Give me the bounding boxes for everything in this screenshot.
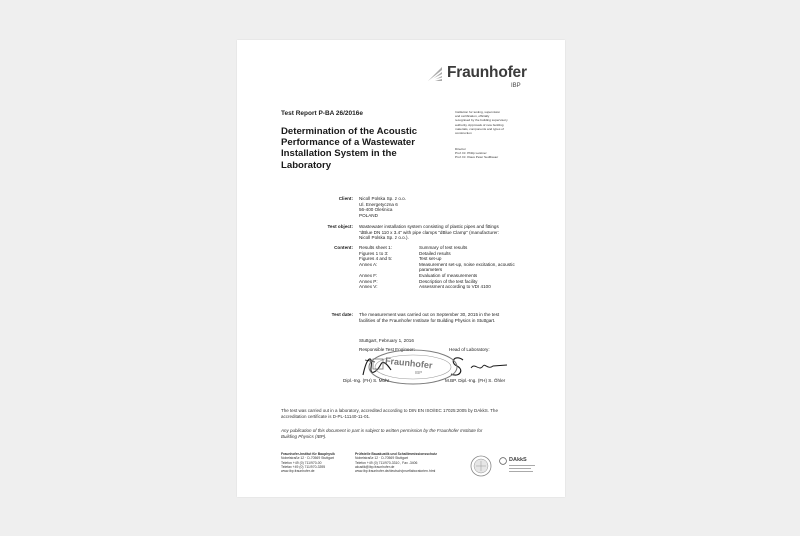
content-key: Figures 1 to 3: (359, 250, 389, 256)
place-date: Stuttgart, February 1, 2016 (359, 338, 414, 343)
institute-address (281, 452, 356, 473)
lab-head-role: Head of Laboratory: (449, 347, 490, 352)
test-date-label: Test date: (331, 312, 353, 317)
dakks-badge (499, 456, 535, 478)
test-date-text (359, 312, 554, 323)
dakks-emblem-icon (499, 457, 507, 465)
document-page (237, 40, 565, 497)
content-value: Detailed results (419, 250, 451, 256)
publication-line: Any publication of this document in part is subject to written permission by the Fraunhofer Institute for (281, 428, 483, 433)
director-name: Prof. Dr. Philip Leistner (455, 151, 487, 156)
test-object-label: Test object: (327, 224, 353, 229)
client-line: 56-400 Oleśnica (359, 207, 393, 213)
note-line: authority. Approvals of new building (455, 122, 504, 127)
accreditation-line: The test was carried out in a laboratory, accredited according to DIN EN ISO/IEC 17025:2005 by DAkkS. The (281, 408, 498, 413)
test-engineer-role: Responsible Test Engineer: (359, 347, 415, 352)
badge-text-line (509, 471, 533, 472)
document-title (281, 126, 461, 171)
content-value: Evaluation of measurements (419, 272, 478, 278)
address-line: Nobelstraße 12 · D-70569 Stuttgart (355, 456, 408, 461)
content-value: Description of the test facility (419, 278, 478, 284)
title-line: Laboratory (281, 159, 332, 171)
lab-head-name: M.BP. Dipl.-Ing. (FH) S. Öhler (445, 378, 506, 383)
content-key: Figures 4 and 5: (359, 256, 393, 262)
content-key: Annex F: (359, 272, 378, 278)
dakks-label: DAkkS (509, 457, 527, 463)
publication-note (281, 428, 551, 439)
accreditation-note (281, 408, 551, 419)
publication-line: Building Physics (IBP). (281, 433, 327, 439)
report-id: Test Report P-BA 26/2016e (281, 110, 364, 117)
address-line: Telefon +49 (0) 711/970-3310 , Fax -3406 (355, 460, 418, 465)
content-value: Test set-up (419, 256, 442, 262)
test-engineer-name: Dipl.-Ing. (FH) S. Mohr (343, 378, 390, 383)
client-address (359, 196, 539, 218)
stamp-sub: IBP (415, 370, 423, 375)
address-line: Nobelstraße 12 · D-70569 Stuttgart (281, 456, 334, 461)
institute-heading: Fraunhofer-Institut für Bauphysik (281, 452, 335, 456)
lab-address (355, 452, 465, 473)
note-line: Institution for testing, supervision (455, 110, 501, 114)
content-value: Measurement set-up, noise excitation, acoustic (419, 261, 515, 267)
fraunhofer-logo-icon (427, 66, 443, 82)
test-object-line: Nicoll Polska Sp. z o.o.). (359, 235, 409, 241)
address-line: Telefax +49 (0) 711/970-3395 (281, 464, 326, 469)
logo-unit: IBP (511, 83, 521, 89)
address-line: www.ibp.fraunhofer.de (281, 469, 315, 474)
certification-seal-icon (469, 454, 493, 478)
content-value: Summary of test results (419, 245, 468, 250)
test-object-text (359, 224, 539, 241)
content-keys (359, 245, 419, 290)
client-line: Ul. Energetyczna 6 (359, 201, 398, 207)
badge-text-line (509, 468, 531, 469)
test-date-line: facilities of the Fraunhofer Institute for Building Physics in Stuttgart. (359, 317, 496, 323)
test-object-line: Wastewater installation system consisting of plastic pipes and fittings (359, 224, 499, 229)
stamp-text: Fraunhofer (384, 355, 433, 371)
note-line: and certification, officially (455, 114, 490, 119)
content-values (419, 245, 534, 290)
title-line: Performance of a Wastewater (281, 137, 416, 149)
address-line: akustik@ibp.fraunhofer.de (355, 464, 395, 469)
note-line: materials, components and types of (455, 126, 504, 131)
content-key: Annex V: (359, 284, 378, 290)
note-line: construction (455, 131, 472, 136)
client-label: Client: (338, 196, 353, 201)
address-line: www.ibp.fraunhofer.de/deutsch/prueflaboratorien.html (355, 469, 436, 474)
title-line: Installation System in the (281, 148, 397, 160)
content-value: Assessment according to VDI 4100 (419, 284, 491, 290)
logo-wordmark: Fraunhofer (447, 64, 527, 81)
directors-block (455, 147, 555, 160)
content-key: Annex A: (359, 261, 378, 267)
address-line: Telefon +49 (0) 711/970-00 (281, 460, 322, 465)
client-line: POLAND (359, 212, 378, 218)
content-label: Content: (334, 245, 353, 250)
lab-heading: Prüfstelle Bauakustik und Schallimmissionsschutz (355, 452, 437, 456)
test-object-line: "dBlue DN 110 x 3.4" with pipe clamps "dBlue Clamp" (manufacturer: (359, 229, 499, 235)
fraunhofer-logo (427, 62, 547, 102)
director-label: Director (455, 147, 466, 151)
institution-note (455, 110, 555, 135)
test-date-line: The measurement was carried out on September 30, 2015 in the test (359, 312, 500, 317)
note-line: recognised by the building supervisory (455, 118, 508, 123)
accreditation-line: accreditation certificate is D-PL-11140-11-01. (281, 413, 371, 419)
director-name: Prof. Dr. Klaus Peter Sedlbauer (455, 155, 499, 160)
content-value: parameters (419, 267, 443, 273)
content-key: Results sheet 1: (359, 245, 392, 250)
client-line: Nicoll Polska Sp. z o.o. (359, 196, 406, 201)
title-line: Determination of the Acoustic (281, 126, 418, 137)
content-key: Annex P: (359, 278, 378, 284)
badge-text-line (509, 465, 535, 466)
